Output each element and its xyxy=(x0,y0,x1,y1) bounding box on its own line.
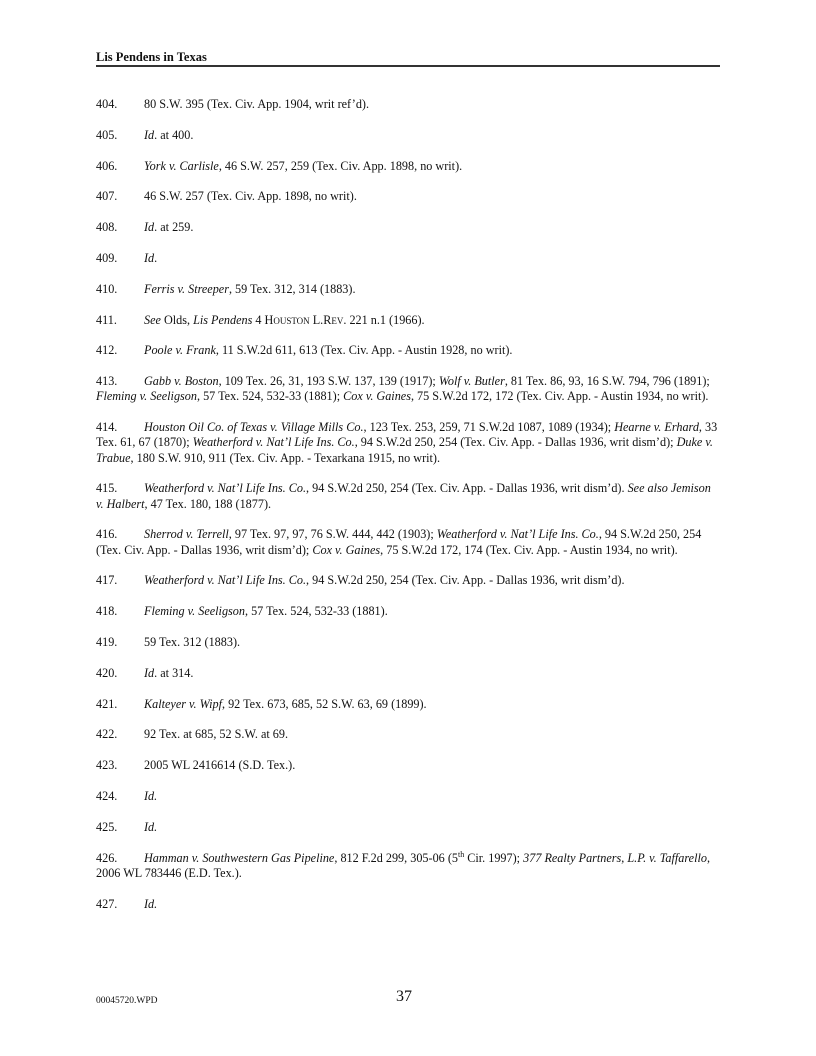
endnote-number: 408. xyxy=(96,220,118,235)
endnote-text-segment: 2005 WL 2416614 (S.D. Tex.). xyxy=(144,758,296,773)
endnote-text-segment: , 812 F.2d 299, 305-06 (5 xyxy=(334,850,458,865)
endnote-415 xyxy=(96,481,720,511)
endnote-text-segment: Cox v. Gaines xyxy=(312,542,381,557)
endnote-text-segment: 46 S.W. 257 (Tex. Civ. App. 1898, no writ). xyxy=(144,189,357,204)
endnote-number: 425. xyxy=(96,819,118,834)
endnote-text-segment: , 57 Tex. 524, 532-33 (1881); xyxy=(196,389,344,404)
endnote-text-segment: , 94 S.W.2d 250, 254 (Tex. Civ. App. - Dallas 1936, writ dism’d); xyxy=(96,527,702,557)
endnote-text-segment: 377 Realty Partners, L.P. v. Taffarello xyxy=(523,850,707,865)
endnote-405 xyxy=(96,128,720,143)
endnote-text-segment: Sherrod v. Terrell xyxy=(144,527,229,542)
endnote-424 xyxy=(96,789,720,804)
endnote-text-segment: , 33 Tex. 61, 67 (1870); xyxy=(96,420,718,450)
endnote-text-segment: 4 xyxy=(252,312,265,327)
endnote-number: 405. xyxy=(96,127,118,142)
endnote-text-segment: , 59 Tex. 312, 314 (1883). xyxy=(228,281,356,296)
endnote-406 xyxy=(96,159,720,174)
endnote-number: 415. xyxy=(96,481,118,496)
endnote-text-segment: Id. xyxy=(144,788,158,803)
endnote-number: 409. xyxy=(96,250,118,265)
endnote-number: 414. xyxy=(96,420,118,435)
endnote-423 xyxy=(96,758,720,773)
endnote-text-segment: Fleming v. Seeligson xyxy=(96,389,197,404)
endnote-number: 411. xyxy=(96,312,117,327)
endnote-text-segment: Cir. 1997); xyxy=(464,850,524,865)
endnote-427 xyxy=(96,897,720,912)
endnote-420 xyxy=(96,666,720,681)
endnote-421 xyxy=(96,697,720,712)
endnote-text-segment: Lis Pendens xyxy=(193,312,253,327)
endnote-number: 421. xyxy=(96,696,118,711)
endnote-text-segment: . at 314. xyxy=(154,665,194,680)
endnote-text-segment: . at 400. xyxy=(154,127,194,142)
endnote-text-segment: , 109 Tex. 26, 31, 193 S.W. 137, 139 (1917); xyxy=(218,374,439,389)
endnote-422 xyxy=(96,727,720,742)
endnote-text-segment: Fleming v. Seeligson xyxy=(144,604,245,619)
page-number: 37 xyxy=(396,988,412,1005)
endnote-text-segment: See also Jemison v. Halbert xyxy=(96,481,711,511)
endnote-text-segment: , 57 Tex. 524, 532-33 (1881). xyxy=(244,604,388,619)
endnote-413 xyxy=(96,374,720,404)
endnote-text-segment: See xyxy=(144,312,161,327)
endnote-text-segment: Weatherford v. Nat’l Life Ins. Co. xyxy=(144,481,307,496)
endnote-410 xyxy=(96,282,720,297)
endnote-number: 407. xyxy=(96,189,118,204)
endnote-text-segment: , 94 S.W.2d 250, 254 (Tex. Civ. App. - Dallas 1936, writ dism’d). xyxy=(306,481,628,496)
endnote-text-segment: Hearne v. Erhard xyxy=(614,420,699,435)
endnote-number: 410. xyxy=(96,281,118,296)
endnote-number: 424. xyxy=(96,788,118,803)
endnote-number: 417. xyxy=(96,573,118,588)
endnote-text-segment: , 92 Tex. 673, 685, 52 S.W. 63, 69 (1899). xyxy=(221,696,427,711)
endnote-411 xyxy=(96,313,720,328)
endnote-text-segment: , 2006 WL 783446 (E.D. Tex.). xyxy=(96,850,710,880)
endnote-text-segment: 80 S.W. 395 (Tex. Civ. App. 1904, writ ref’d). xyxy=(144,97,370,111)
endnote-text-segment: Duke v. Trabue xyxy=(96,435,713,465)
endnote-416 xyxy=(96,527,720,557)
endnote-number: 416. xyxy=(96,527,118,542)
endnote-text-segment: Olds, xyxy=(160,312,194,327)
endnote-number: 427. xyxy=(96,896,118,911)
running-header: Lis Pendens in Texas xyxy=(96,50,720,67)
endnote-text-segment: , 11 S.W.2d 611, 613 (Tex. Civ. App. - Austin 1928, no writ). xyxy=(215,343,513,358)
endnote-text-segment: , 94 S.W.2d 250, 254 (Tex. Civ. App. - Dallas 1936, writ dism’d); xyxy=(354,435,677,450)
endnote-text-segment: , 123 Tex. 253, 259, 71 S.W.2d 1087, 1089 (1934); xyxy=(363,420,615,435)
endnote-number: 419. xyxy=(96,634,118,649)
endnote-text-segment: , 81 Tex. 86, 93, 16 S.W. 794, 796 (1891); xyxy=(504,374,710,389)
endnote-number: 420. xyxy=(96,665,118,680)
endnote-text-segment: Wolf v. Butler xyxy=(438,374,505,389)
endnote-text-segment: Weatherford v. Nat’l Life Ins. Co. xyxy=(144,573,307,588)
endnote-text-segment: 92 Tex. at 685, 52 S.W. at 69. xyxy=(144,727,289,742)
endnote-number: 418. xyxy=(96,604,118,619)
endnote-text-segment: , 46 S.W. 257, 259 (Tex. Civ. App. 1898, no writ). xyxy=(218,158,463,173)
endnote-text-segment: 59 Tex. 312 (1883). xyxy=(144,634,241,649)
endnote-text-segment: th xyxy=(457,849,465,859)
endnote-text-segment: , 75 S.W.2d 172, 174 (Tex. Civ. App. - Austin 1934, no writ). xyxy=(380,542,678,557)
footer-file-id: 00045720.WPD xyxy=(96,996,158,1006)
endnote-text-segment: . 221 n.1 (1966). xyxy=(343,312,425,327)
endnote-412 xyxy=(96,343,720,358)
endnote-text-segment: Ferris v. Streeper xyxy=(144,281,229,296)
endnote-409 xyxy=(96,251,720,266)
endnote-text-segment: Weatherford v. Nat’l Life Ins. Co. xyxy=(192,435,355,450)
endnote-text-segment: Weatherford v. Nat’l Life Ins. Co. xyxy=(436,527,599,542)
endnote-text-segment: Kalteyer v. Wipf xyxy=(144,696,222,711)
endnote-text-segment: York v. Carlisle xyxy=(144,158,219,173)
endnote-text-segment: , 47 Tex. 180, 188 (1877). xyxy=(144,496,272,511)
endnote-418 xyxy=(96,604,720,619)
endnote-number: 423. xyxy=(96,758,118,773)
endnote-text-segment: Id xyxy=(144,127,155,142)
endnote-text-segment: Id xyxy=(144,220,155,235)
endnote-407 xyxy=(96,189,720,204)
endnote-419 xyxy=(96,635,720,650)
endnote-text-segment: Cox v. Gaines xyxy=(343,389,411,404)
endnote-text-segment: Id xyxy=(144,250,155,265)
endnote-text-segment: Houston Oil Co. of Texas v. Village Mills Co. xyxy=(144,420,364,435)
endnote-text-segment: Gabb v. Boston xyxy=(144,374,219,389)
endnote-text-segment: L.R xyxy=(309,312,332,327)
endnote-text-segment: , 180 S.W. 910, 911 (Tex. Civ. App. - Texarkana 1915, no writ). xyxy=(130,450,441,465)
endnote-text-segment: Id xyxy=(144,665,155,680)
endnote-text-segment: ev xyxy=(331,312,344,327)
endnote-text-segment: , 75 S.W.2d 172, 172 (Tex. Civ. App. - Austin 1934, no writ). xyxy=(410,389,709,404)
endnote-text-segment: Houston xyxy=(264,312,310,327)
endnote-404 xyxy=(96,97,720,112)
endnote-text-segment: , 94 S.W.2d 250, 254 (Tex. Civ. App. - Dallas 1936, writ dism’d). xyxy=(306,573,625,588)
endnote-426 xyxy=(96,851,720,881)
endnote-417 xyxy=(96,573,720,588)
endnote-number: 422. xyxy=(96,727,118,742)
endnote-number: 406. xyxy=(96,158,118,173)
endnote-number: 412. xyxy=(96,343,118,358)
endnote-text-segment: Poole v. Frank xyxy=(144,343,216,358)
endnote-408 xyxy=(96,220,720,235)
endnote-number: 426. xyxy=(96,850,118,865)
endnotes-list xyxy=(96,97,720,927)
endnote-text-segment: . at 259. xyxy=(154,220,194,235)
endnote-425 xyxy=(96,820,720,835)
endnote-number: 404. xyxy=(96,97,118,111)
endnote-text-segment: , 97 Tex. 97, 97, 76 S.W. 444, 442 (1903); xyxy=(228,527,437,542)
endnote-text-segment: . xyxy=(154,250,158,265)
endnote-414 xyxy=(96,420,720,466)
endnote-text-segment: Hamman v. Southwestern Gas Pipeline xyxy=(144,850,335,865)
endnote-number: 413. xyxy=(96,374,118,389)
endnote-text-segment: Id. xyxy=(144,819,158,834)
endnote-text-segment: Id. xyxy=(144,896,158,911)
